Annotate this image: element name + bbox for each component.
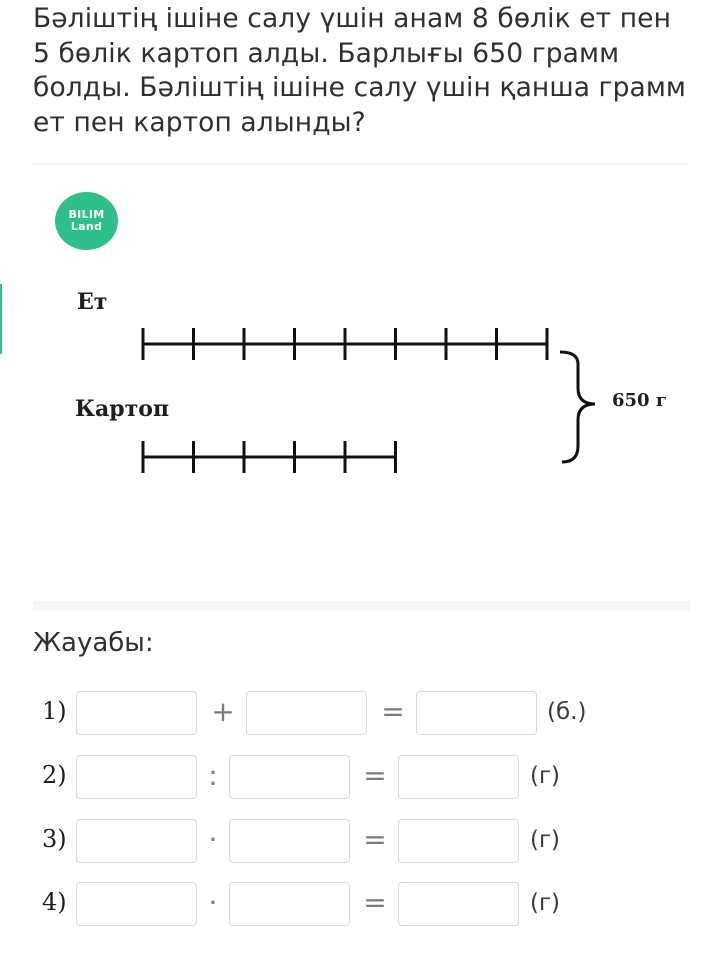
row-number: 1) bbox=[42, 697, 67, 725]
answer-input-4a[interactable] bbox=[76, 882, 197, 926]
divide-operator: : bbox=[208, 759, 218, 792]
meat-bar bbox=[143, 328, 547, 360]
total-label: 650 г bbox=[612, 390, 667, 411]
answer-input-1b[interactable] bbox=[246, 691, 367, 735]
logo-line-2: Land bbox=[70, 220, 103, 233]
answer-label: Жауабы: bbox=[33, 628, 154, 658]
row-number: 3) bbox=[42, 825, 67, 853]
equals-sign: = bbox=[381, 695, 405, 728]
plus-operator: + bbox=[211, 695, 235, 728]
answer-row-3 bbox=[0, 819, 720, 867]
answer-input-4c[interactable] bbox=[398, 882, 519, 926]
multiply-operator: · bbox=[208, 823, 218, 856]
multiply-operator: · bbox=[208, 886, 218, 919]
unit-label: (г) bbox=[530, 763, 561, 789]
unit-label: (г) bbox=[530, 890, 561, 916]
answer-input-3b[interactable] bbox=[229, 819, 350, 863]
answer-input-2a[interactable] bbox=[76, 755, 197, 799]
equals-sign: = bbox=[363, 759, 387, 792]
answer-input-2b[interactable] bbox=[229, 755, 350, 799]
potato-label: Картоп bbox=[75, 396, 170, 422]
answer-row-2 bbox=[0, 755, 720, 803]
answer-input-3a[interactable] bbox=[76, 819, 197, 863]
meat-label: Ет bbox=[77, 289, 108, 315]
logo-line-1: BILIM bbox=[68, 208, 105, 221]
answer-row-4 bbox=[0, 882, 720, 930]
equals-sign: = bbox=[363, 886, 387, 919]
answer-input-4b[interactable] bbox=[229, 882, 350, 926]
answer-row-1 bbox=[0, 691, 720, 739]
question-text: Бәліштің ішіне салу үшін анам 8 бөлік ет пен 5 бөлік картоп алды. Барлығы 650 грамм болды. Бәліштің ішіне салу үшін қанша грамм ет пен картоп алынды? bbox=[33, 3, 687, 138]
answer-input-3c[interactable] bbox=[398, 819, 519, 863]
potato-bar bbox=[143, 441, 396, 473]
section-divider bbox=[33, 601, 690, 611]
row-number: 2) bbox=[42, 761, 67, 789]
brace bbox=[560, 352, 595, 462]
answer-input-1a[interactable] bbox=[76, 691, 197, 735]
answer-input-2c[interactable] bbox=[398, 755, 519, 799]
row-number: 4) bbox=[42, 888, 67, 916]
unit-label: (б.) bbox=[547, 699, 587, 725]
equals-sign: = bbox=[363, 823, 387, 856]
unit-label: (г) bbox=[530, 827, 561, 853]
answer-input-1c[interactable] bbox=[416, 691, 537, 735]
